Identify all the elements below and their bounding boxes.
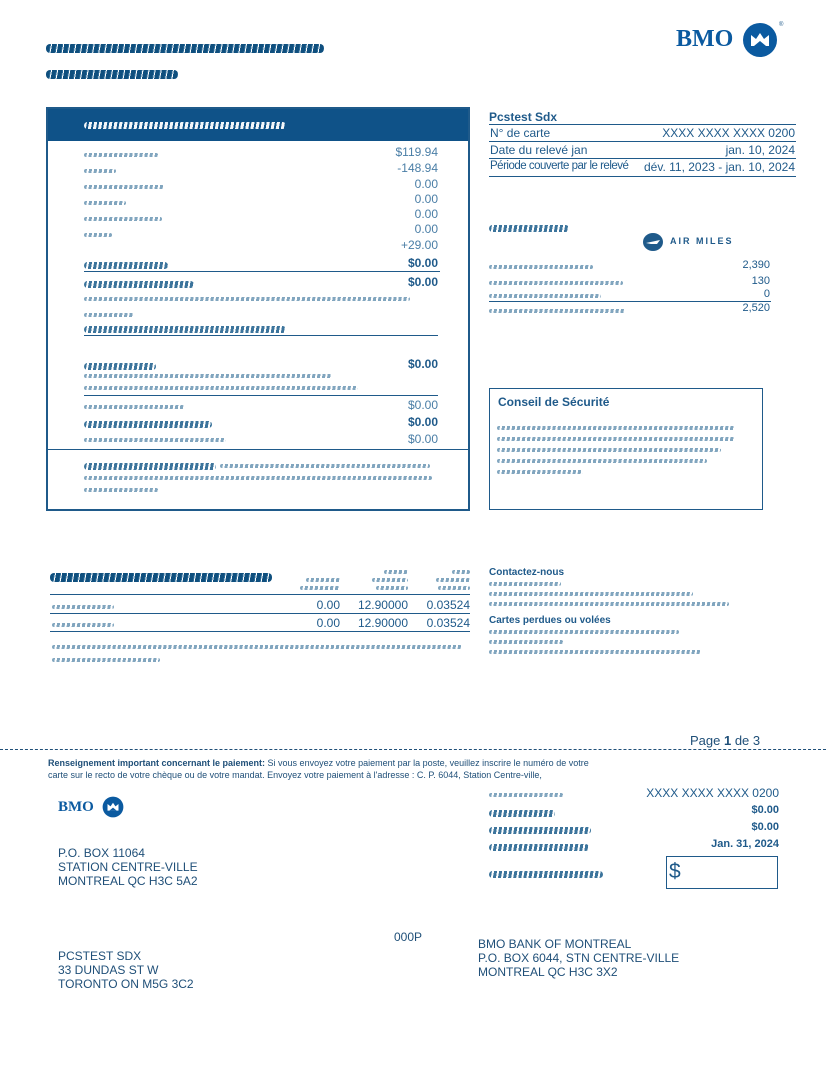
redacted-col-header — [438, 586, 470, 590]
redacted-airmiles-label — [489, 309, 625, 313]
divider — [48, 449, 468, 450]
tear-line — [0, 749, 826, 750]
customer-address-line: 33 DUNDAS ST W — [58, 963, 159, 977]
redacted-footnote-bold — [84, 463, 216, 470]
redacted-text — [84, 386, 358, 390]
redacted-col-header — [376, 586, 408, 590]
customer-address — [58, 949, 194, 991]
redacted-col-header — [384, 570, 408, 574]
redacted-col-header — [306, 578, 340, 582]
remit-due-date: Jan. 31, 2024 — [711, 838, 779, 850]
registered-mark: ® — [779, 22, 784, 28]
redacted-label-bold — [84, 281, 194, 288]
amount-due: $0.00 — [407, 357, 438, 371]
redacted-label — [84, 438, 226, 442]
bmo-logo — [676, 22, 786, 62]
summary-amount: +29.00 — [400, 238, 438, 252]
minimum-payment: $0.00 — [407, 275, 438, 289]
summary-amount: 0.00 — [414, 222, 438, 236]
payment-notice — [48, 758, 608, 781]
bank-address — [478, 937, 679, 979]
redacted-summary-title — [84, 122, 286, 129]
bank-address-line: MONTREAL QC H3C 3X2 — [478, 965, 618, 979]
divider — [489, 141, 796, 142]
redacted-security-text — [497, 470, 583, 474]
redacted-contact — [489, 640, 563, 644]
redacted-footnote — [220, 464, 430, 468]
airmiles-value: 0 — [763, 288, 770, 300]
divider — [50, 631, 470, 632]
redacted-label — [84, 233, 112, 237]
bmo-roundel-icon — [742, 22, 778, 58]
redacted-name-line2 — [46, 70, 178, 79]
sub-value: $0.00 — [407, 432, 438, 446]
summary-header-bar — [48, 109, 468, 141]
rate-cell: 12.90000 — [357, 598, 408, 612]
divider — [84, 335, 438, 336]
rate-cell: 12.90000 — [357, 616, 408, 630]
bmo-roundel-small-icon — [102, 796, 124, 818]
redacted-label — [84, 169, 116, 173]
dollar-sign: $ — [669, 860, 681, 883]
divider — [84, 271, 440, 272]
customer-address-line: PCSTEST SDX — [58, 949, 142, 963]
redacted-rates-title — [50, 573, 272, 582]
divider — [489, 124, 796, 125]
return-address-line: MONTREAL QC H3C 5A2 — [58, 874, 198, 888]
summary-amount: 0.00 — [414, 192, 438, 206]
redacted-airmiles-label — [489, 265, 593, 269]
redacted-contact — [489, 592, 693, 596]
redacted-remit-label-bold — [489, 871, 603, 878]
redacted-remit-label-bold — [489, 827, 591, 834]
redacted-label — [84, 201, 126, 205]
redacted-footnote — [84, 488, 158, 492]
redacted-label — [84, 153, 158, 157]
airmiles-value: 2,390 — [742, 259, 770, 271]
sub-value: $0.00 — [407, 398, 438, 412]
redacted-rate-note — [52, 658, 160, 662]
rate-cell: 0.00 — [316, 598, 340, 612]
statement-date-label: Date du relevé jan — [490, 143, 588, 157]
sub-value: $0.00 — [407, 415, 438, 429]
return-address-line: STATION CENTRE-VILLE — [58, 860, 198, 874]
summary-amount: $119.94 — [395, 145, 438, 159]
rate-cell: 0.03524 — [426, 616, 470, 630]
redacted-airmiles-label — [489, 281, 623, 285]
page-current: 1 — [723, 733, 732, 748]
airmiles-total: 2,520 — [742, 302, 770, 314]
bmo-logo-small-text: BMO — [58, 799, 94, 815]
divider — [489, 158, 796, 159]
redacted-contact — [489, 630, 679, 634]
period-value: dév. 11, 2023 - jan. 10, 2024 — [643, 160, 795, 174]
redacted-label-bold — [84, 363, 156, 370]
card-number-label: N° de carte — [490, 126, 551, 140]
redacted-security-text — [497, 448, 721, 452]
cardholder-name: Pcstest Sdx — [489, 110, 558, 124]
redacted-col-header — [372, 578, 408, 582]
payment-notice-bold: Renseignement important concernant le paiement: — [48, 758, 266, 768]
remit-amount-2: $0.00 — [751, 821, 779, 833]
period-label: Période couverte par le relevé — [490, 160, 629, 172]
airmiles-plane-icon — [642, 232, 664, 252]
rate-cell: 0.00 — [316, 616, 340, 630]
divider — [84, 395, 438, 396]
redacted-text — [84, 374, 332, 378]
divider — [489, 176, 796, 177]
divider — [50, 613, 470, 614]
customer-address-line: TORONTO ON M5G 3C2 — [58, 977, 194, 991]
redacted-text — [84, 313, 134, 317]
rate-cell: 0.03524 — [426, 598, 470, 612]
redacted-rate-label — [52, 605, 114, 609]
redacted-airmiles-title — [489, 225, 569, 232]
statement-date-value: jan. 10, 2024 — [725, 143, 795, 157]
page-suffix: de 3 — [731, 733, 761, 748]
redacted-text-bold — [84, 326, 286, 333]
bank-address-line: P.O. BOX 6044, STN CENTRE-VILLE — [478, 951, 680, 965]
summary-amount: -148.94 — [397, 161, 438, 175]
redacted-rate-note — [52, 645, 462, 649]
redacted-label — [84, 217, 162, 221]
redacted-security-text — [497, 459, 707, 463]
remit-amount-1: $0.00 — [751, 804, 779, 816]
amount-paid-field[interactable] — [666, 856, 778, 889]
bank-address-line: BMO BANK OF MONTREAL — [478, 937, 632, 951]
redacted-name — [46, 44, 324, 53]
contact-title: Contactez-nous — [489, 567, 564, 578]
bmo-logo-text: BMO — [676, 26, 734, 52]
redacted-footnote — [84, 476, 432, 480]
redacted-col-header — [300, 586, 340, 590]
airmiles-value: 130 — [751, 275, 770, 287]
return-address-line: P.O. BOX 11064 — [58, 846, 145, 860]
redacted-security-text — [497, 437, 735, 441]
page-prefix: Page — [690, 733, 724, 748]
redacted-label-bold — [84, 421, 212, 428]
scan-code: 000P — [394, 930, 423, 944]
redacted-airmiles-label — [489, 294, 601, 298]
security-tip-title: Conseil de Sécurité — [498, 395, 610, 409]
redacted-contact — [489, 602, 729, 606]
lost-cards-title: Cartes perdues ou volées — [489, 615, 611, 626]
redacted-label — [84, 185, 164, 189]
redacted-remit-label — [489, 793, 563, 797]
remit-card-number: XXXX XXXX XXXX 0200 — [646, 786, 779, 800]
divider — [50, 594, 470, 595]
card-number-value: XXXX XXXX XXXX 0200 — [662, 126, 795, 140]
redacted-remit-label-bold — [489, 844, 589, 851]
redacted-contact — [489, 582, 561, 586]
bmo-logo-small — [58, 796, 138, 820]
redacted-contact — [489, 650, 701, 654]
redacted-remit-label-bold — [489, 810, 555, 817]
redacted-rate-label — [52, 623, 114, 627]
summary-amount: 0.00 — [414, 177, 438, 191]
page-number — [690, 733, 760, 748]
airmiles-logo-text: AIR MILES — [670, 236, 734, 246]
payment-notice-text: Si vous envoyez votre paiement par la poste, veuillez inscrire le numéro de votre carte sur le recto de votre chèque ou de votre mandat. Envoyez votre paiement à l'adresse : C. P. 6044, Station Centre-ville, — [48, 758, 589, 780]
redacted-col-header — [452, 570, 470, 574]
redacted-col-header — [436, 578, 470, 582]
redacted-label — [84, 405, 184, 409]
redacted-text — [84, 297, 410, 301]
new-balance: $0.00 — [407, 256, 438, 270]
redacted-security-text — [497, 426, 735, 430]
summary-amount: 0.00 — [414, 207, 438, 221]
return-address — [58, 846, 198, 888]
redacted-label-bold — [84, 262, 168, 269]
